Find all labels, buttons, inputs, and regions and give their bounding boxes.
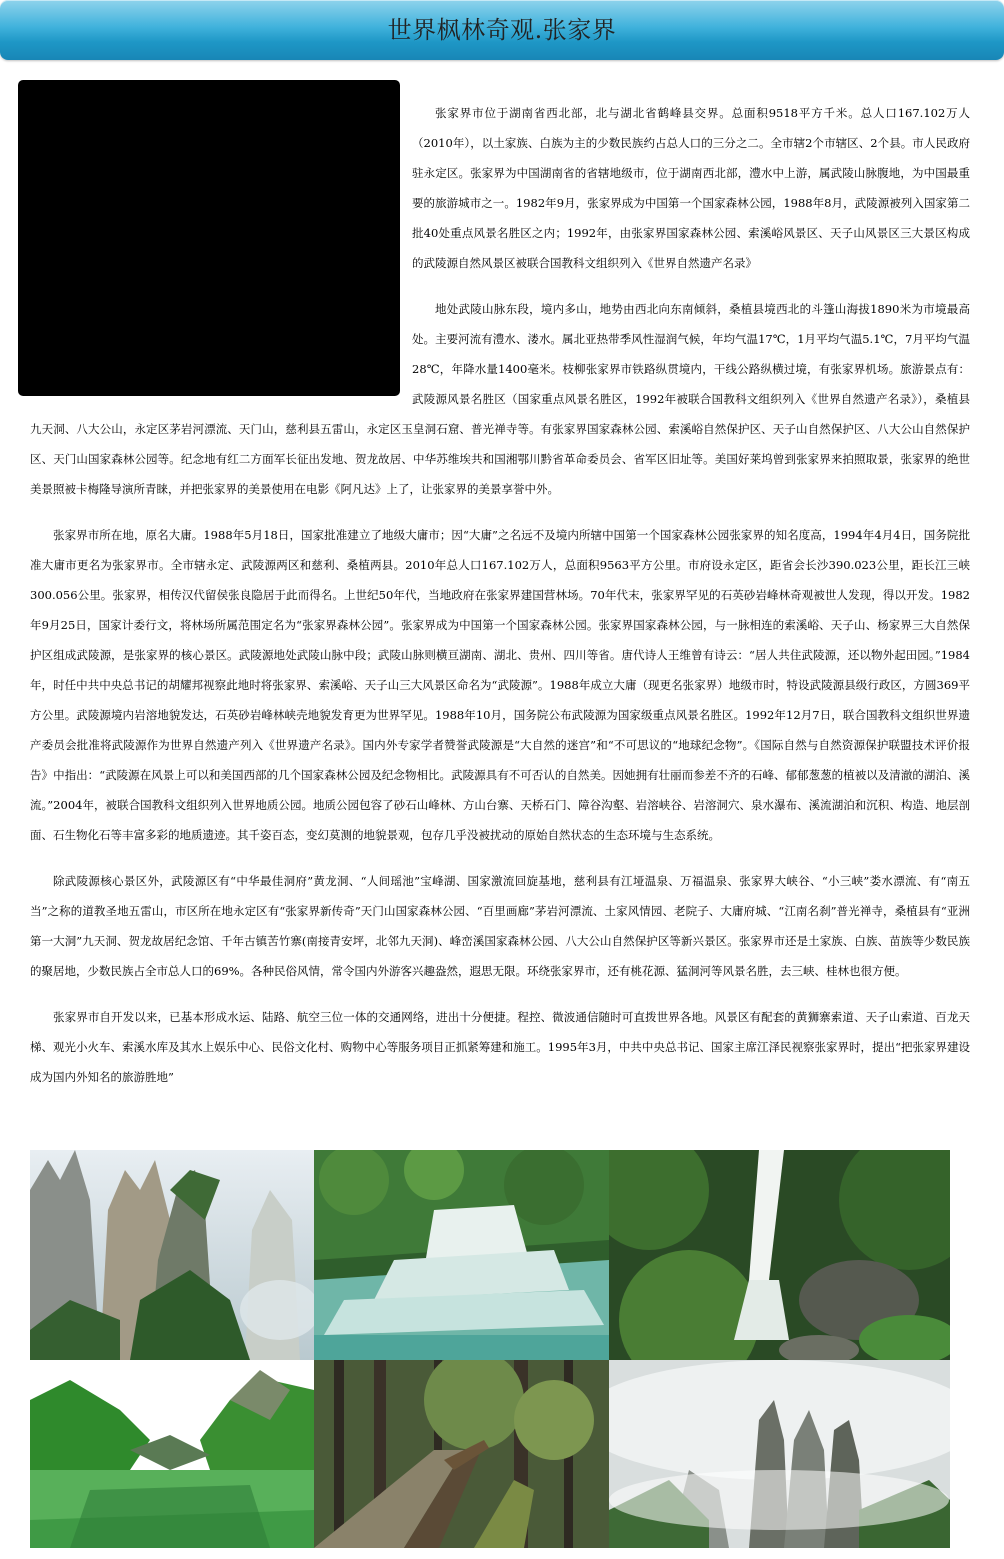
terraced-waterfall-photo <box>314 1150 609 1360</box>
article-body <box>30 80 970 1108</box>
stone-pillar-peaks-photo <box>30 1150 314 1360</box>
forest-boardwalk-photo <box>314 1360 609 1548</box>
title-banner <box>0 0 1004 60</box>
hero-image <box>18 80 400 396</box>
forest-waterfall-photo <box>609 1150 950 1360</box>
page-title: 世界枫林奇观.张家界 <box>387 16 617 44</box>
article-paragraph-4: 除武陵源核心景区外，武陵源区有“中华最佳洞府”黄龙洞、“人间瑶池”宝峰湖、国家激流回旋基地，慈利县有江垭温泉、万福温泉、张家界大峡谷、“小三峡”娄水漂流、有“南五当”之称的道教圣地五雷山，市区所在地永定区有“张家界新传奇”天门山国家森林公园、“百里画廊”茅岩河漂流、土家风情园、老院子、大庸府城、“江南名刹”普光禅寺，桑植县有“亚洲第一大洞”九天洞、贺龙故居纪念馆、千年古镇苦竹寨(南接青安坪，北邻九天洞)、峰峦溪国家森林公园、八大公山自然保护区等新兴景区。张家界市还是土家族、白族、苗族等少数民族的聚居地，少数民族占全市总人口的69%。各种民俗风情，常令国内外游客兴趣盎然，遐思无限。环绕张家界市，还有桃花源、猛洞河等风景名胜，去三峡、桂林也很方便。 <box>30 874 970 978</box>
photo-gallery <box>30 1150 950 1548</box>
green-lake-gorge-photo <box>30 1360 314 1548</box>
article-paragraph-3: 张家界市所在地，原名大庸。1988年5月18日，国家批准建立了地级大庸市；因“大庸”之名远不及境内所辖中国第一个国家森林公园张家界的知名度高，1994年4月4日，国务院批准大庸市更名为张家界市。全市辖永定、武陵源两区和慈利、桑植两县。2010年总人口167.102万人，总面积9563平方公里。市府设永定区，距省会长沙390.023公里，距长江三峡300.056公里。张家界，相传汉代留侯张良隐居于此而得名。上世纪50年代，当地政府在张家界建国营林场。70年代末，张家界罕见的石英砂岩峰林奇观被世人发现，得以开发。1982年9月25日，国家计委行文，将林场所属范围定名为“张家界森林公园”。张家界成为中国第一个国家森林公园。张家界国家森林公园，与一脉相连的索溪峪、天子山、杨家界三大自然保护区组成武陵源，是张家界的核心景区。武陵源地处武陵山脉中段；武陵山脉则横亘湖南、湖北、贵州、四川等省。唐代诗人王维曾有诗云：“居人共住武陵源，还以物外起田园。”1984年，时任中共中央总书记的胡耀邦视察此地时将张家界、索溪峪、天子山三大风景区命名为“武陵源”。1988年成立大庸（现更名张家界）地级市时，特设武陵源县级行政区，方圆369平方公里。武陵源境内岩溶地貌发达，石英砂岩峰林峡壳地貌发育更为世界罕见。1988年10月，国务院公布武陵源为国家级重点风景名胜区。1992年12月7日，联合国教科文组织世界遗产委员会批准将武陵源作为世界自然遗产列入《世界遗产名录》。国内外专家学者赞誉武陵源是“大自然的迷宫”和“不可思议的“地球纪念物”。《国际自然与自然资源保护联盟技术评价报告》中指出：“武陵源在风景上可以和美国西部的几个国家森林公园及纪念物相比。武陵源具有不可否认的自然美。因她拥有壮丽而参差不齐的石峰、郁郁葱葱的植被以及清澈的湖泊、溪流。”2004年，被联合国教科文组织列入世界地质公园。地质公园包容了砂石山峰林、方山台寨、天桥石门、障谷沟壑、岩溶峡谷、岩溶洞穴、泉水瀑布、溪流湖泊和沉积、构造、地层剖面、石生物化石等丰富多彩的地质遗迹。其千姿百态，变幻莫测的地貌景观，包存几乎没被扰动的原始自然状态的生态环境与生态系统。 <box>30 528 970 842</box>
article-paragraph-2: 地处武陵山脉东段，境内多山，地势由西北向东南倾斜，桑植县境西北的斗篷山海拔1890米为市境最高处。主要河流有澧水、溇水。属北亚热带季风性湿润气候，年均气温17℃，1月平均气温5.1℃，7月平均气温28℃，年降水量1400毫米。枝柳张家界市铁路纵贯境内，干线公路纵横过境，有张家界机场。旅游景点有：武陵源风景名胜区（国家重点风景名胜区，1992年被联合国教科文组织列入《世界自然遗产名录》），桑植县九天洞、八大公山，永定区茅岩河漂流、天门山，慈利县五雷山，永定区玉皇洞石窟、普光禅寺等。有张家界国家森林公园、索溪峪自然保护区、天子山自然保护区、八大公山自然保护区、天门山国家森林公园等。纪念地有红二方面军长征出发地、贺龙故居、中华苏维埃共和国湘鄂川黔省革命委员会、省军区旧址等。美国好莱坞曾到张家界来拍照取景，张家界的绝世美景照被卡梅隆导演所青睐，并把张家界的美景使用在电影《阿凡达》上了，让张家界的美景享誉中外。 <box>30 302 970 496</box>
misty-peaks-photo <box>609 1360 950 1548</box>
article-paragraph-1: 张家界市位于湖南省西北部，北与湖北省鹤峰县交界。总面积9518平方千米。总人口167.102万人（2010年），以土家族、白族为主的少数民族约占总人口的三分之二。全市辖2个市辖区、2个县。市人民政府驻永定区。张家界为中国湖南省的省辖地级市，位于湖南西北部，澧水中上游，属武陵山脉腹地，为中国最重要的旅游城市之一。1982年9月，张家界成为中国第一个国家森林公园，1988年8月，武陵源被列入国家第二批40处重点风景名胜区之内；1992年，由张家界国家森林公园、索溪峪风景区、天子山风景区三大景区构成的武陵源自然风景区被联合国教科文组织列入《世界自然遗产名录》 <box>412 106 970 270</box>
article-paragraph-5: 张家界市自开发以来，已基本形成水运、陆路、航空三位一体的交通网络，进出十分便捷。程控、微波通信随时可直拨世界各地。风景区有配套的黄狮寨索道、天子山索道、百龙天梯、观光小火车、索溪水库及其水上娱乐中心、民俗文化村、购物中心等服务项目正抓紧筹建和施工。1995年3月，中共中央总书记、国家主席江泽民视察张家界时，提出“把张家界建设成为国内外知名的旅游胜地” <box>30 1010 970 1084</box>
